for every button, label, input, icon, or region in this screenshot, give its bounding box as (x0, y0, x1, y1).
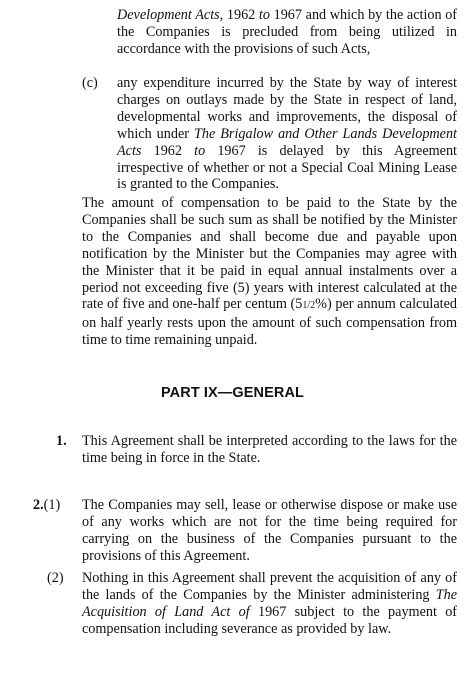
act-title: The Brigalow and Other Lands Development Acts (117, 125, 457, 159)
item-c-paragraph: any expenditure incurred by the State by way of interest charges on outlays made by the State in respect of land, developmental works and improvements, the disposal of which under The Brigalow and Other Lands Development Acts 1962 to 1967 is delayed by this Agreement irrespective of whether or not a Special Coal Mining Lease is granted to the Companies. (117, 75, 457, 193)
compensation-paragraph: The amount of compensation to be paid to the State by the Companies shall be such sum as shall be notified by the Minister to the Companies and shall become due and payable upon notification by the Minister but the Companies may agree with the Minister that it be paid in equal annual instalments over a period not exceeding five (5) years with interest calculated at the rate of five and one-half per centum (51/2%) per annum calculated on half yearly rests upon the amount of such compensation from time to time remaining unpaid. (82, 195, 457, 349)
clause-number-2-1: 2.(1) (33, 497, 61, 513)
item-label-c: (c) (82, 75, 98, 91)
clause-number-2-2: (2) (47, 570, 64, 586)
act-title: The Acquisition of Land Act of (82, 586, 457, 620)
clause-2-1-text: The Companies may sell, lease or otherwise dispose or make use of any works which are not for the time being required for carrying on the business of the Companies pursuant to the provisions of this Agreement. (82, 497, 457, 564)
part-heading: PART IX—GENERAL (160, 385, 305, 401)
act-title: Development Acts, (117, 7, 224, 23)
clause-2-2-text: Nothing in this Agreement shall prevent the acquisition of any of the lands of the Companies by the Minister administering The Acquisition of Land Act of 1967 subject to the payment of compensation including severance as provided by law. (82, 570, 458, 637)
fraction: 1/2 (302, 300, 316, 312)
clause-1-text: This Agreement shall be interpreted according to the laws for the time being in force in the State. (82, 433, 457, 466)
continuation-paragraph: Development Acts, 1962 to 1967 and which by the action of the Companies is precluded from being utilized in accordance with the provisions of such Acts, (117, 7, 458, 57)
clause-number-1: 1. (56, 433, 67, 449)
